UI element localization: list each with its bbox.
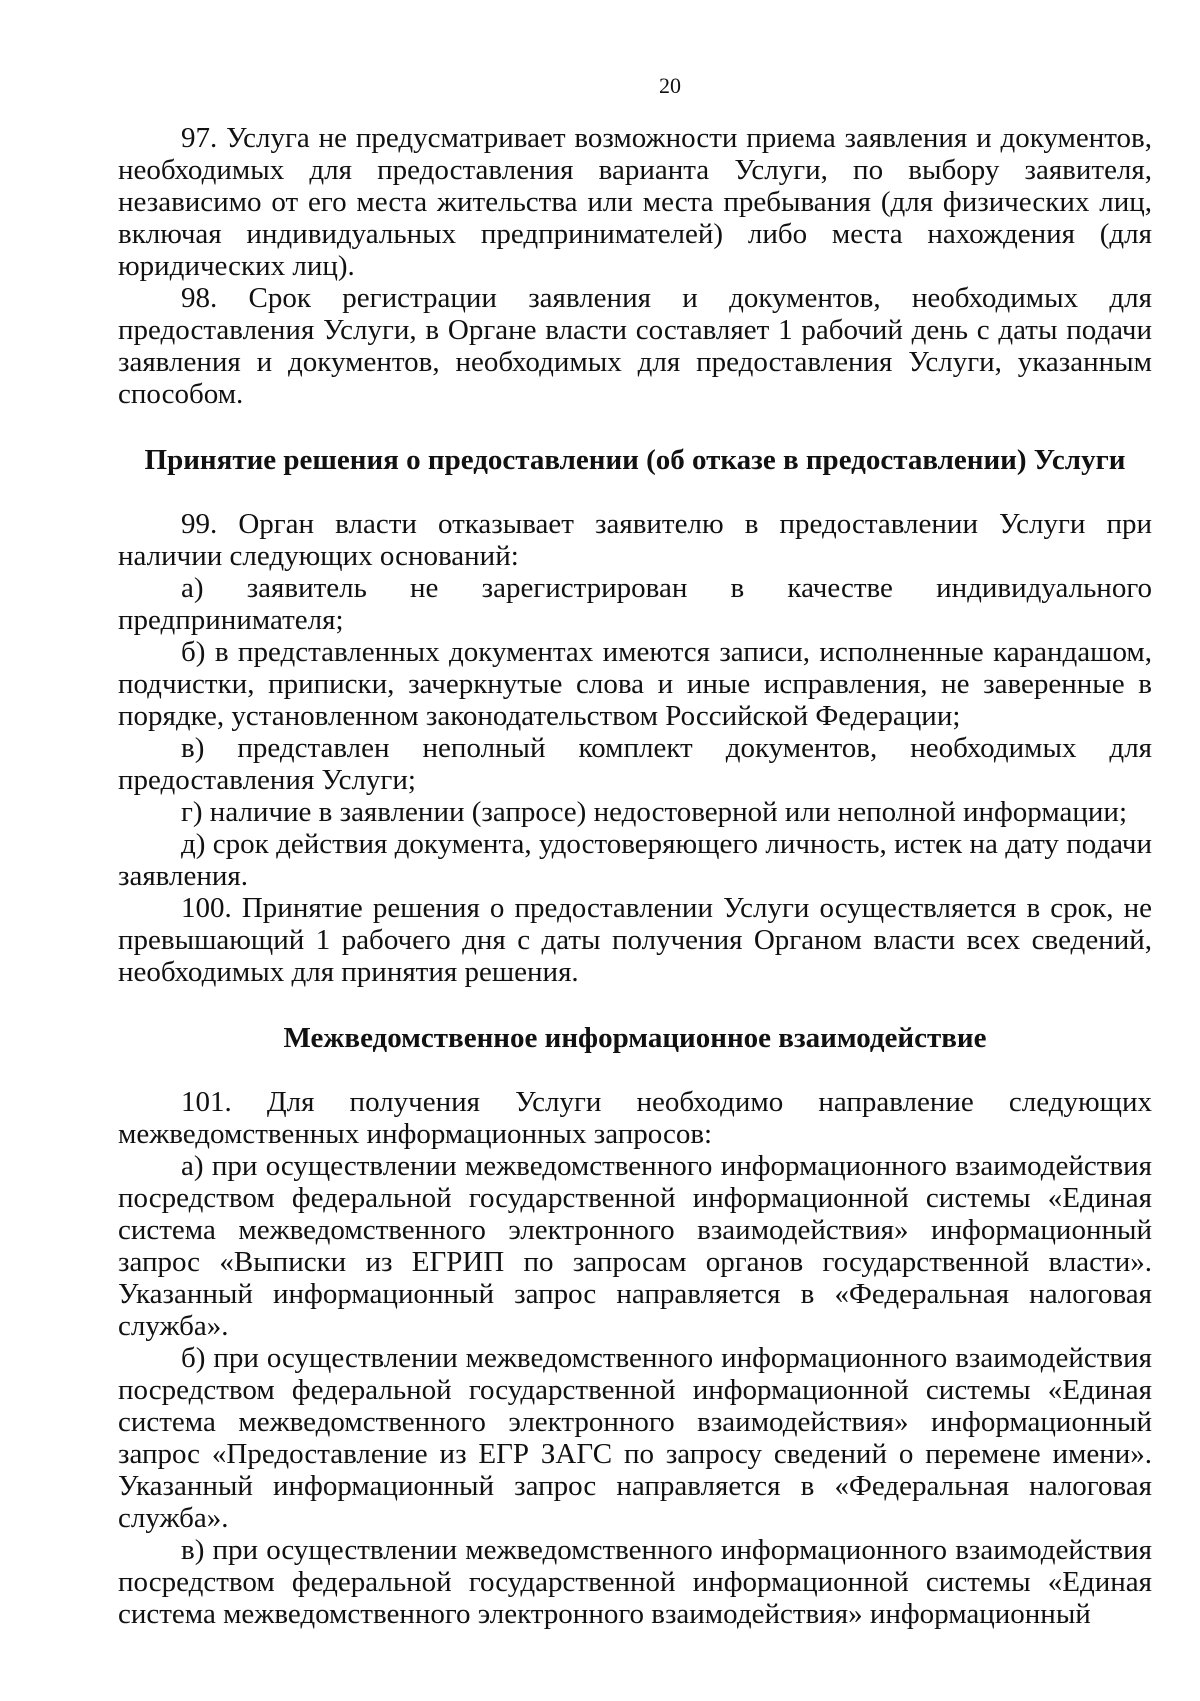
list-item-v: в) представлен неполный комплект документов, необходимых для предоставления Услуги; xyxy=(118,732,1152,796)
paragraph-99: 99. Орган власти отказывает заявителю в предоставлении Услуги при наличии следующих оснований: xyxy=(118,508,1152,572)
section-heading-decision: Принятие решения о предоставлении (об отказе в предоставлении) Услуги xyxy=(144,444,1126,476)
list-item-a: а) заявитель не зарегистрирован в качестве индивидуального предпринимателя; xyxy=(118,572,1152,636)
section-heading-interagency: Межведомственное информационное взаимодействие xyxy=(283,1022,987,1054)
list-item-g: г) наличие в заявлении (запросе) недостоверной или неполной информации; xyxy=(181,796,1127,828)
paragraph-97: 97. Услуга не предусматривает возможности приема заявления и документов, необходимых для предоставления варианта Услуги, по выбору заявителя, независимо от его места жительства или места пребывания (для физических лиц, включая индивидуальных предпринимателей) либо места нахождения (для юридических лиц). xyxy=(118,122,1152,282)
paragraph-98: 98. Срок регистрации заявления и документов, необходимых для предоставления Услуги, в Органе власти составляет 1 рабочий день с даты подачи заявления и документов, необходимых для предоставления Услуги, указанным способом. xyxy=(118,282,1152,410)
request-item-a: а) при осуществлении межведомственного информационного взаимодействия посредством федеральной государственной информационной системы «Единая система межведомственного электронного взаимодействия» информационный запрос «Выписки из ЕГРИП по запросам органов государственной власти». Указанный информационный запрос направляется в «Федеральная налоговая служба». xyxy=(118,1150,1152,1342)
list-item-d: д) срок действия документа, удостоверяющего личность, истек на дату подачи заявления. xyxy=(118,828,1152,892)
request-item-b: б) при осуществлении межведомственного информационного взаимодействия посредством федеральной государственной информационной системы «Единая система межведомственного электронного взаимодействия» информационный запрос «Предоставление из ЕГР ЗАГС по запросу сведений о перемене имени». Указанный информационный запрос направляется в «Федеральная налоговая служба». xyxy=(118,1342,1152,1534)
paragraph-101: 101. Для получения Услуги необходимо направление следующих межведомственных информационных запросов: xyxy=(118,1086,1152,1150)
list-item-b: б) в представленных документах имеются записи, исполненные карандашом, подчистки, приписки, зачеркнутые слова и иные исправления, не заверенные в порядке, установленном законодательством Российской Федерации; xyxy=(118,636,1152,732)
paragraph-100: 100. Принятие решения о предоставлении Услуги осуществляется в срок, не превышающий 1 рабочего дня с даты получения Органом власти всех сведений, необходимых для принятия решения. xyxy=(118,892,1152,988)
page-number: 20 xyxy=(659,73,681,98)
request-item-v: в) при осуществлении межведомственного информационного взаимодействия посредством федеральной государственной информационной системы «Единая система межведомственного электронного взаимодействия» информационный xyxy=(118,1534,1152,1630)
